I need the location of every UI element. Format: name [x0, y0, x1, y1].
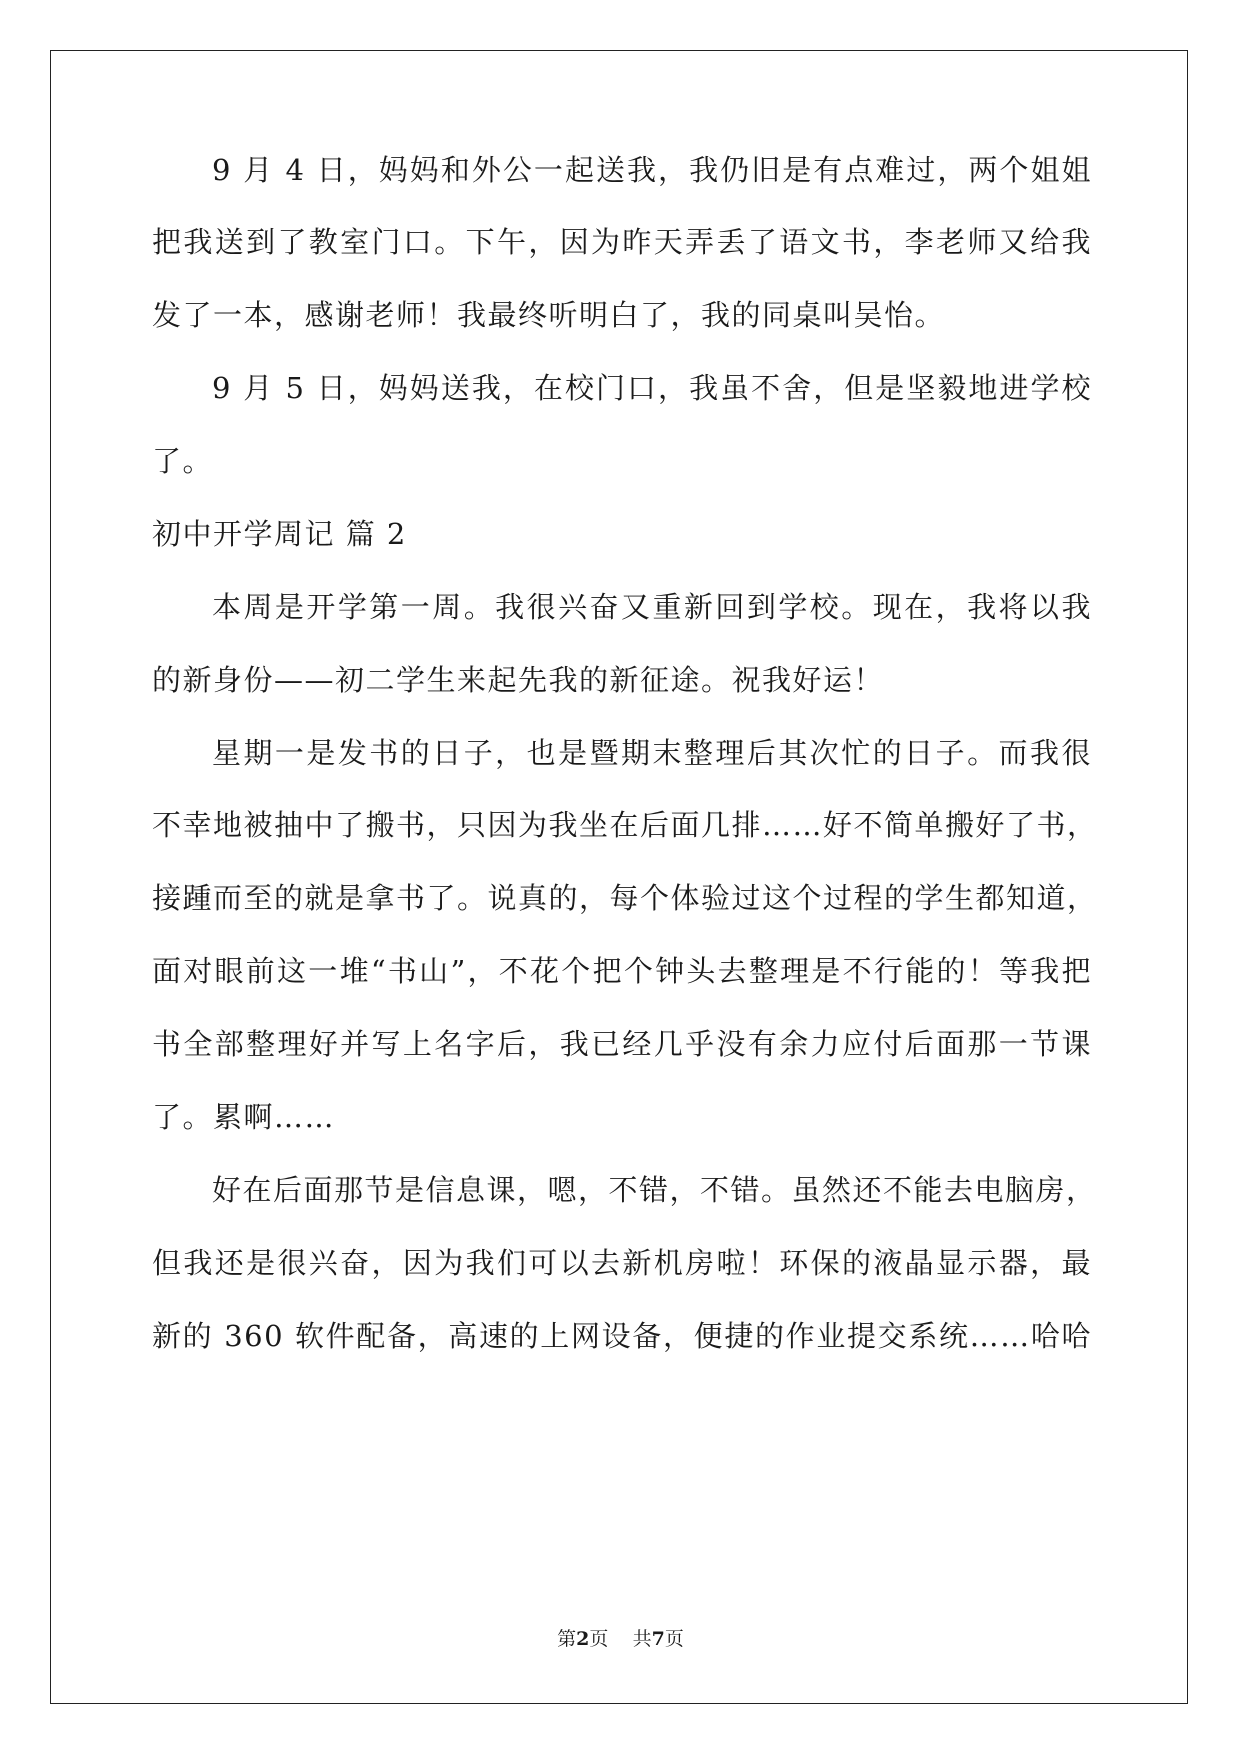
paragraph-line: 发了一本，感谢老师！我最终听明白了，我的同桌叫吴怡。: [152, 298, 946, 332]
page-footer: [0, 1627, 1241, 1651]
paragraph-line: 新的 360 软件配备，高速的上网设备，便捷的作业提交系统……哈哈: [152, 1319, 1092, 1353]
paragraph-line: 书全部整理好并写上名字后，我已经几乎没有余力应付后面那一节课: [152, 1027, 1092, 1061]
paragraph-line: 了。累啊……: [152, 1100, 336, 1134]
paragraph-line: 把我送到了教室门口。下午，因为昨天弄丢了语文书，李老师又给我: [152, 225, 1092, 259]
footer-total-suffix: 页: [664, 1628, 684, 1650]
paragraph-line: 星期一是发书的日子，也是暨期末整理后其次忙的日子。而我很: [212, 736, 1092, 770]
paragraph-line: 不幸地被抽中了搬书，只因为我坐在后面几排……好不简单搬好了书，: [152, 808, 1098, 842]
paragraph-line: 但我还是很兴奋，因为我们可以去新机房啦！环保的液晶显示器，最: [152, 1246, 1092, 1280]
footer-page-number: 2: [576, 1628, 590, 1650]
paragraph-line: 9 月 4 日，妈妈和外公一起送我，我仍旧是有点难过，两个姐姐: [212, 153, 1092, 187]
footer-total-number: 7: [651, 1628, 665, 1650]
paragraph-line: 好在后面那节是信息课，嗯，不错，不错。虽然还不能去电脑房，: [212, 1173, 1097, 1207]
footer-page-suffix: 页: [589, 1628, 609, 1650]
paragraph-line: 的新身份——初二学生来起先我的新征途。祝我好运！: [152, 663, 885, 697]
paragraph-line: 9 月 5 日，妈妈送我，在校门口，我虽不舍，但是坚毅地进学校: [212, 371, 1092, 405]
footer-page-prefix: 第: [557, 1628, 577, 1650]
footer-total-prefix: 共: [632, 1628, 652, 1650]
section-heading: 初中开学周记 篇 2: [152, 517, 407, 551]
paragraph-line: 了。: [152, 444, 214, 478]
paragraph-line: 接踵而至的就是拿书了。说真的，每个体验过这个过程的学生都知道，: [152, 881, 1098, 915]
paragraph-line: 面对眼前这一堆“书山”，不花个把个钟头去整理是不行能的！等我把: [152, 954, 1092, 988]
paragraph-line: 本周是开学第一周。我很兴奋又重新回到学校。现在，我将以我: [212, 590, 1092, 624]
